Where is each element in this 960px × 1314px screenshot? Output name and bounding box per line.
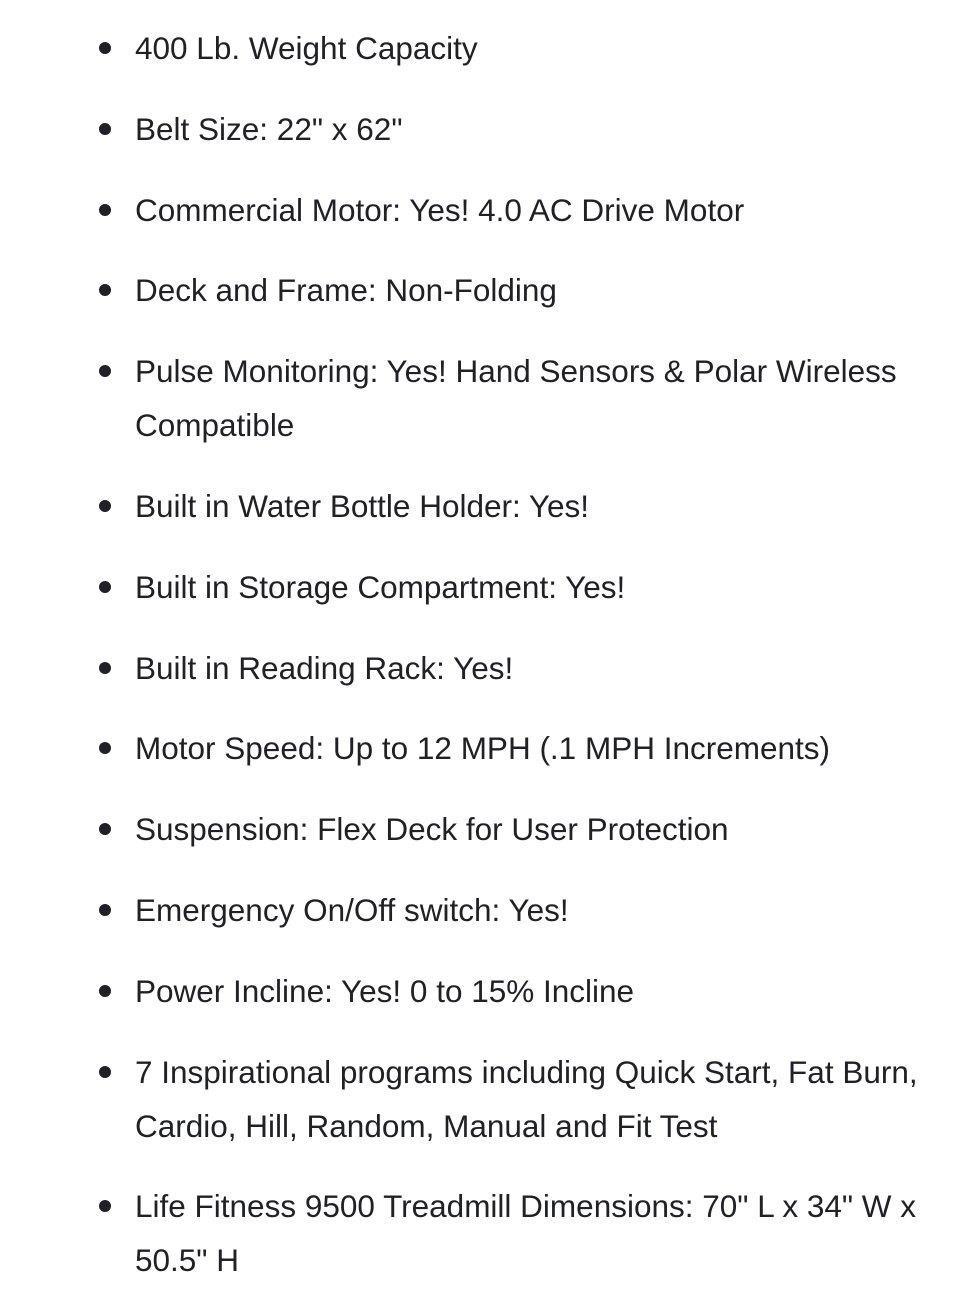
bullet-icon [99, 662, 111, 674]
spec-text: Motor Speed: Up to 12 MPH (.1 MPH Increments) [135, 730, 830, 767]
spec-text: Emergency On/Off switch: Yes! [135, 891, 569, 928]
bullet-icon [99, 42, 111, 54]
bullet-icon [99, 1066, 111, 1078]
spec-list [0, 21, 960, 1314]
bullet-icon [99, 823, 111, 835]
bullet-icon [99, 985, 111, 997]
spec-text: Life Fitness 9500 Treadmill Dimensions: 70" L x 34" W x 50.5" H [135, 1188, 917, 1279]
spec-item-motor-speed [0, 721, 960, 775]
bullet-icon [99, 365, 111, 377]
spec-item-programs [0, 1045, 960, 1153]
spec-text: Built in Water Bottle Holder: Yes! [135, 487, 590, 524]
spec-item-belt-size [0, 102, 960, 156]
spec-item-dimensions [0, 1179, 960, 1287]
spec-text: Built in Reading Rack: Yes! [135, 649, 514, 686]
spec-item-water-bottle-holder [0, 479, 960, 533]
bullet-icon [99, 1200, 111, 1212]
spec-text: Built in Storage Compartment: Yes! [135, 568, 626, 605]
spec-text: Suspension: Flex Deck for User Protection [135, 811, 729, 848]
spec-text: Belt Size: 22" x 62" [135, 110, 403, 147]
bullet-icon [99, 742, 111, 754]
spec-item-storage-compartment [0, 560, 960, 614]
spec-item-pulse-monitoring [0, 344, 960, 452]
spec-text: Power Incline: Yes! 0 to 15% Incline [135, 972, 635, 1009]
spec-item-reading-rack [0, 641, 960, 695]
bullet-icon [99, 204, 111, 216]
spec-item-emergency-switch [0, 883, 960, 937]
bullet-icon [99, 500, 111, 512]
bullet-icon [99, 581, 111, 593]
spec-text: 400 Lb. Weight Capacity [135, 30, 478, 66]
bullet-icon [99, 123, 111, 135]
bullet-icon [99, 284, 111, 296]
spec-item-suspension [0, 802, 960, 856]
spec-text: Commercial Motor: Yes! 4.0 AC Drive Motor [135, 191, 745, 228]
spec-text: Pulse Monitoring: Yes! Hand Sensors & Polar Wireless Compatible [135, 353, 897, 444]
spec-item-deck-frame [0, 263, 960, 317]
spec-text: Deck and Frame: Non-Folding [135, 272, 557, 309]
spec-item-commercial-motor [0, 183, 960, 237]
spec-text: 7 Inspirational programs including Quick Start, Fat Burn, Cardio, Hill, Random, Manual and Fit Test [135, 1053, 918, 1144]
bullet-icon [99, 904, 111, 916]
spec-item-weight-capacity [0, 21, 960, 75]
spec-item-power-incline [0, 964, 960, 1018]
